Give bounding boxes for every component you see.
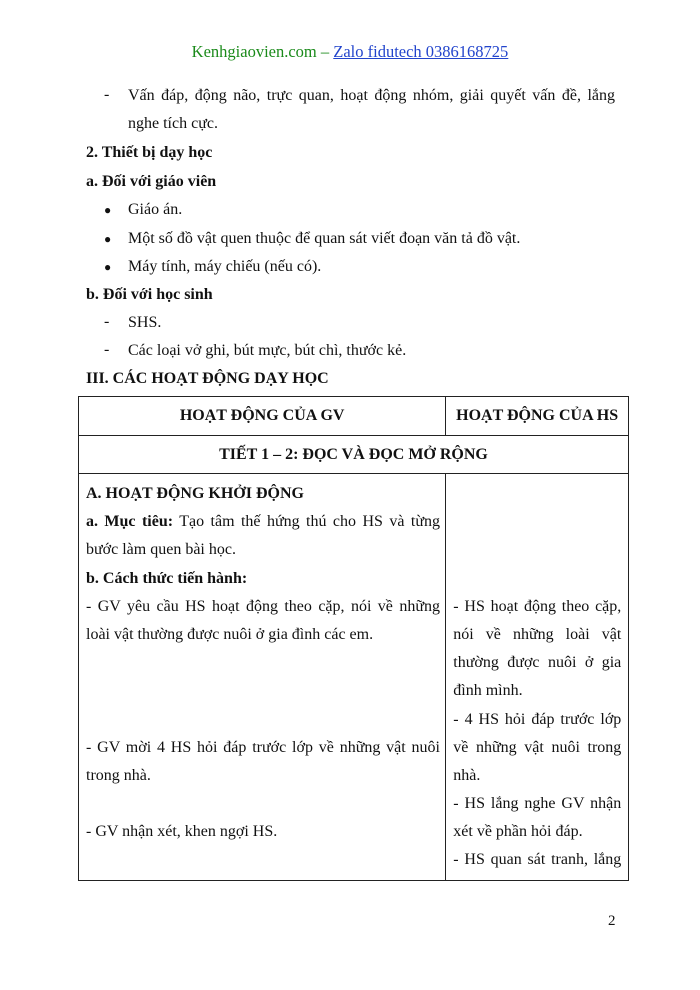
- gv-step-3-line-1: - GV nhận xét, khen ngợi HS.: [86, 823, 278, 840]
- hs-line-4: đình mình.: [453, 682, 523, 699]
- goal-line-2: bước làm quen bài học.: [86, 541, 236, 558]
- dash-marker: -: [104, 341, 110, 358]
- goal-line-1: [86, 512, 440, 532]
- page-header: [0, 42, 700, 62]
- hs-line-8: - HS lắng nghe GV nhận: [453, 795, 622, 812]
- method-label: b. Cách thức tiến hành:: [86, 570, 248, 587]
- gv-step-1-line-2: loài vật thường được nuôi ở gia đình các em.: [86, 626, 374, 643]
- teacher-item-2: Một số đồ vật quen thuộc để quan sát viết đoạn văn tả đồ vật.: [128, 230, 521, 247]
- site-name[interactable]: Kenhgiaovien.com: [191, 42, 317, 61]
- activities-table: [78, 396, 629, 881]
- table-row: [79, 474, 629, 881]
- dash-marker: -: [104, 86, 110, 103]
- student-item-1: SHS.: [128, 314, 162, 331]
- student-item-2: Các loại vở ghi, bút mực, bút chì, thước kẻ.: [128, 342, 407, 359]
- goal-label: a. Mục tiêu:: [86, 513, 174, 530]
- goal-text-1: Tạo tâm thế hứng thú cho HS và từng: [173, 513, 441, 530]
- methods-line-1: Vấn đáp, động não, trực quan, hoạt động nhóm, giải quyết vấn đề, lắng: [128, 87, 615, 104]
- header-dash: –: [316, 42, 334, 61]
- column-hs-title: HOẠT ĐỘNG CỦA HS: [456, 407, 619, 424]
- hs-line-3: thường được nuôi ở gia: [453, 654, 622, 671]
- header-hs-cell: [446, 397, 629, 436]
- hs-line-1: - HS hoạt động theo cặp,: [453, 598, 622, 615]
- lesson-row: [79, 436, 629, 474]
- methods-line-2: nghe tích cực.: [128, 115, 218, 132]
- teacher-item-1: Giáo án.: [128, 201, 183, 218]
- header-gv-cell: [79, 397, 446, 436]
- teacher-equipment-title: a. Đối với giáo viên: [86, 173, 217, 190]
- student-equipment-title: b. Đối với học sinh: [86, 286, 213, 303]
- hs-activity-cell: [446, 474, 629, 881]
- hs-line-2: nói về những loài vật: [453, 626, 622, 643]
- hs-line-10: - HS quan sát tranh, lắng: [453, 851, 622, 868]
- gv-step-2-line-1: - GV mời 4 HS hỏi đáp trước lớp về những vật nuôi: [86, 739, 440, 756]
- gv-step-1-line-1: - GV yêu cầu HS hoạt động theo cặp, nói về những: [86, 598, 440, 615]
- gv-step-2-line-2: trong nhà.: [86, 767, 151, 784]
- hs-line-7: nhà.: [453, 767, 481, 784]
- section-3-title: III. CÁC HOẠT ĐỘNG DẠY HỌC: [86, 370, 329, 387]
- bullet-icon: ●: [104, 203, 112, 217]
- gv-activity-cell: [79, 474, 446, 881]
- dash-marker: -: [104, 313, 110, 330]
- lesson-title: TIẾT 1 – 2: ĐỌC VÀ ĐỌC MỞ RỘNG: [219, 446, 488, 463]
- activity-heading: A. HOẠT ĐỘNG KHỞI ĐỘNG: [86, 485, 304, 502]
- lesson-cell: [79, 436, 629, 474]
- hs-line-5: - 4 HS hỏi đáp trước lớp: [453, 711, 622, 728]
- table-header-row: [79, 397, 629, 436]
- bullet-icon: ●: [104, 260, 112, 274]
- bullet-icon: ●: [104, 232, 112, 246]
- section-2-title: 2. Thiết bị dạy học: [86, 144, 213, 161]
- column-gv-title: HOẠT ĐỘNG CỦA GV: [179, 407, 345, 424]
- hs-line-9: xét về phần hỏi đáp.: [453, 823, 583, 840]
- zalo-contact-link[interactable]: Zalo fidutech 0386168725: [333, 42, 509, 61]
- teacher-item-3: Máy tính, máy chiếu (nếu có).: [128, 258, 322, 275]
- hs-line-6: về những vật nuôi trong: [453, 739, 622, 756]
- page-number: 2: [608, 913, 616, 929]
